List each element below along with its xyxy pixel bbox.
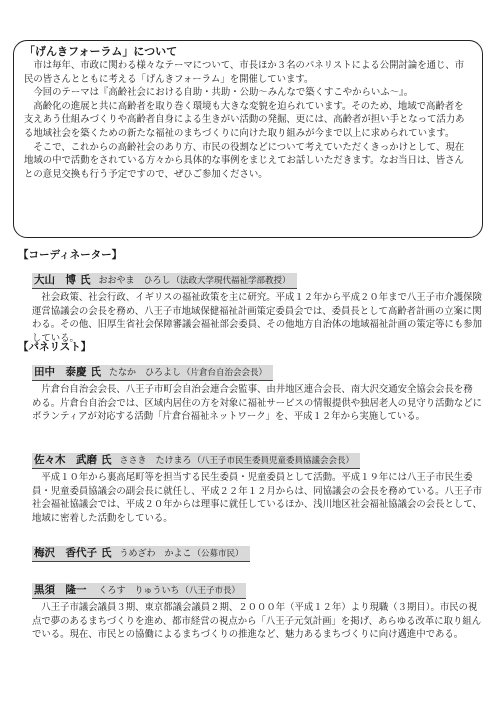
panelist-name: 梅沢 香代子 xyxy=(34,547,97,559)
coordinator-header: 【コーディネーター】 xyxy=(18,249,123,261)
panelist-header: 【パネリスト】 xyxy=(18,341,92,353)
panelist-name-bar xyxy=(32,453,360,469)
coordinator-bio: 社会政策、社会行政、イギリスの福祉政策を主に研究。平成１２年から平成２０年まで八王子市介護保険運営協議会の会長を務め、八王子市地域保健福祉計画策定委員会では、委員長として高齢者計画の立案に関わる。その他、旧厚生省社会保障審議会福祉部会委員、その他地方自治体の地域福祉計画の策定等にも参加している。 xyxy=(32,292,483,344)
panelist-entry xyxy=(32,578,482,642)
panelist-honorific: 氏 xyxy=(90,366,101,378)
panelist-affiliation: （公募市民） xyxy=(192,549,244,559)
intro-box xyxy=(13,40,483,238)
panelist-entry xyxy=(32,541,482,562)
coordinator-entry xyxy=(32,268,482,345)
panelist-reading: たなか ひろよし xyxy=(109,368,182,378)
panelist-name-bar xyxy=(32,583,246,599)
panelist-bio: 平成１０年から裏高尾町等を担当する民生委員・児童委員として活動。平成１９年には八王子市民生委員・児童委員協議会の副会長に就任し、平成２２年１２月からは、同協議会の会長を務めている。八王子市社会福祉協議会では、平成２０年からは理事に就任しているほか、浅川地区社会福祉協議会の会長として、地域に密着した活動をしている。 xyxy=(32,472,483,524)
panelist-affiliation: （片倉台自治会会長） xyxy=(182,368,268,378)
coordinator-name: 大山 博 xyxy=(34,274,76,286)
panelist-honorific: 氏 xyxy=(101,454,112,466)
panelist-name: 田中 泰慶 xyxy=(34,366,87,378)
panelist-bio: 八王子市議会議員３期、東京都議会議員２期、２０００年（平成１２年）より現職（３期目）。市民の視点で夢のあるまちづくりを進め、都市経営の視点から「八王子元気計画」を掲げ、あらゆる改革に取り組んでいる。現在、市民との協働によるまちづくりの推進など、魅力あるまちづくりに向け邁進中である。 xyxy=(32,602,482,641)
panelist-name-bar xyxy=(32,546,250,562)
intro-paragraph-3: 高齢化の進展と共に高齢者を取り巻く環境も大きな変貌を迫られています。そのため、地域で高齢者を支えあう仕組みづくりや高齢者自身による生きがい活動の発掘、更には、高齢者が担い手となって活力ある地域社会を築くための新たな福祉のまちづくりに向けた取り組みが今まで以上に求められています。 xyxy=(24,100,465,139)
panelist-affiliation: （八王子市民生委員児童委員協議会会長） xyxy=(192,456,355,466)
panelist-name: 黒須 隆一 xyxy=(34,584,87,596)
intro-body xyxy=(24,59,472,181)
panelist-bio: 片倉台自治会会長、八王子市町会自治会連合会監事、由井地区連合会長、南大沢交通安全協会会長を務める。片倉台自治会では、区域内居住の方を対象に福祉サービスの情報提供や独居老人の見守り活動などにボランティアが対応する活動「片倉台福祉ネットワーク」を、平成１２年から実施している。 xyxy=(32,384,483,423)
coordinator-affiliation: （法政大学現代福祉学部教授） xyxy=(171,276,291,286)
panelist-name-bar xyxy=(32,365,273,381)
panelist-reading: くろす りゅういち xyxy=(98,586,180,596)
panelist-name: 佐々木 武磨 xyxy=(34,454,97,466)
intro-paragraph-2: 今回のテーマは『高齢社会における自助・共助・公助～みんなで築くすこやからいふ～』。 xyxy=(33,87,414,99)
coordinator-name-bar xyxy=(32,273,297,289)
coordinator-honorific: 氏 xyxy=(80,274,91,286)
panelist-entry xyxy=(32,360,482,424)
panelist-reading: うめざわ かよこ xyxy=(119,549,192,559)
panelist-honorific: 氏 xyxy=(101,547,112,559)
panelist-affiliation: （八王子市長） xyxy=(180,586,241,596)
intro-paragraph-4: そこで、これからの高齢社会のあり方、市民の役割などについて考えていただくきっかけとして、現在地域の中で活動をされている方々から具体的な事例をまじえてお話しいただきます。なお当日は、皆さんとの意見交換も行う予定ですので、ぜひご参加ください。 xyxy=(24,141,465,180)
panelist-entry xyxy=(32,448,482,525)
intro-paragraph-1: 市は毎年、市政に関わる様々なテーマについて、市長ほか３名のパネリストによる公開討論を通じ、市民の皆さんとともに考える「げんきフォーラム」を開催しています。 xyxy=(24,60,465,85)
panelist-reading: ささき たけまろ xyxy=(119,456,192,466)
coordinator-reading: おおやま ひろし xyxy=(98,276,171,286)
intro-title: 「げんきフォーラム」について xyxy=(24,45,178,58)
